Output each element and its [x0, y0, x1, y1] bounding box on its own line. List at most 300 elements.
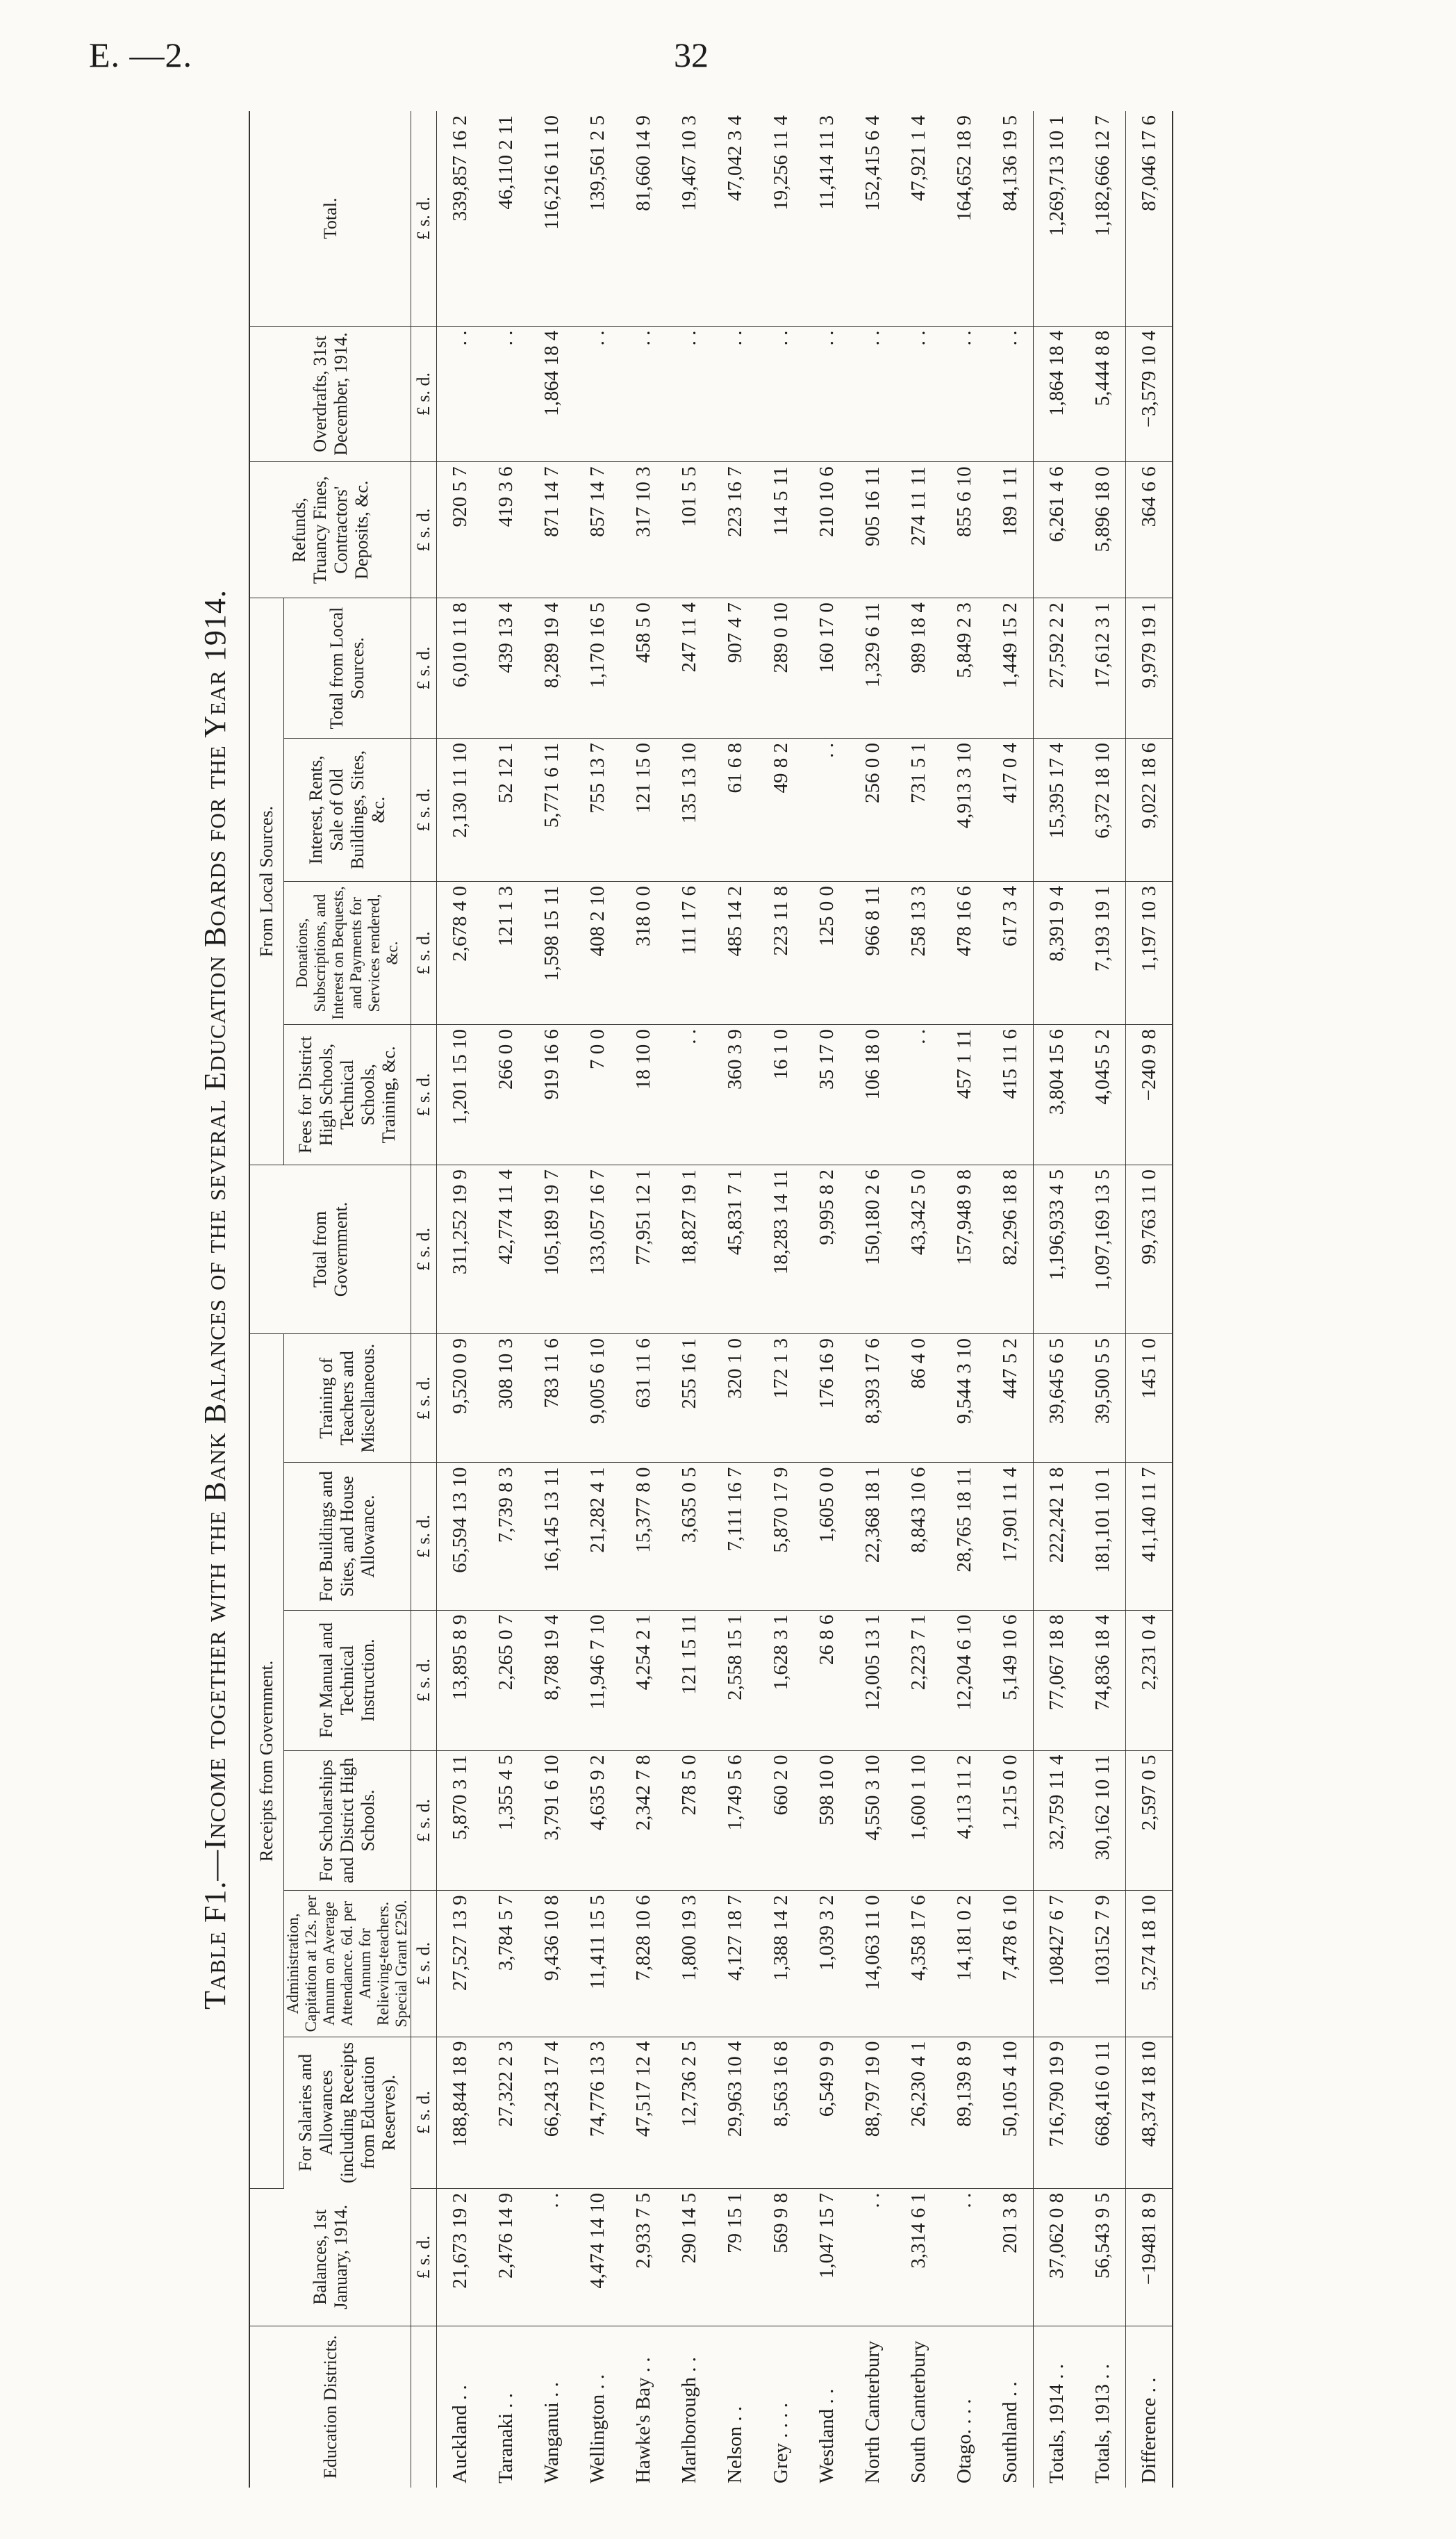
table-cell: 408 2 10	[574, 882, 620, 1025]
table-cell: 755 13 7	[574, 739, 620, 882]
table-cell: 11,414 11 3	[804, 111, 850, 326]
table-cell: 56,543 9 5	[1079, 2188, 1126, 2326]
table-cell: 9,520 0 9	[437, 1334, 483, 1463]
table-cell: 86 4 0	[895, 1334, 941, 1463]
table-cell: 29,963 10 4	[712, 2037, 758, 2188]
table-cell: 278 5 0	[666, 1750, 712, 1891]
table-cell: 189 1 11	[987, 462, 1034, 598]
table-cell: . .	[529, 2188, 574, 2326]
header-refunds: Refunds, Truancy Fines, Contractors' Deposits, &c.	[249, 462, 411, 598]
table-cell: 7,478 6 10	[987, 1891, 1034, 2037]
table-cell: 4,113 11 2	[941, 1750, 987, 1891]
table-cell: 15,377 8 0	[620, 1463, 666, 1610]
table-cell: 9,022 18 6	[1126, 739, 1173, 882]
table-cell: . .	[712, 326, 758, 462]
table-cell: 27,527 13 9	[437, 1891, 483, 2037]
table-cell: 21,673 19 2	[437, 2188, 483, 2326]
table-cell: 1,182,666 12 7	[1079, 111, 1126, 326]
unit-label: £ s. d.	[411, 2037, 437, 2188]
table-cell: 3,784 5 7	[483, 1891, 529, 2037]
table-cell: 135 13 10	[666, 739, 712, 882]
table-cell: 289 0 10	[758, 598, 804, 739]
table-cell: 905 16 11	[850, 462, 895, 598]
table-cell: 103152 7 9	[1079, 1891, 1126, 2037]
table-cell: 447 5 2	[987, 1334, 1034, 1463]
table-cell: 6,372 18 10	[1079, 739, 1126, 882]
table-cell: 247 11 4	[666, 598, 712, 739]
table-cell: 2,223 7 1	[895, 1610, 941, 1750]
table-cell: 1,196,933 4 5	[1034, 1165, 1080, 1333]
table-title: Table F1.—Income together with the Bank Balances of the several Education Boards for the Year 1914.	[198, 589, 232, 2010]
table-cell: 4,550 3 10	[850, 1750, 895, 1891]
header-buildings: For Buildings and Sites, and House Allowance.	[284, 1463, 411, 1610]
table-cell: 6,549 9 9	[804, 2037, 850, 2188]
table-cell: 8,391 9 4	[1034, 882, 1080, 1025]
table-cell: 1,170 16 5	[574, 598, 620, 739]
table-cell: 19,256 11 4	[758, 111, 804, 326]
table-cell: . .	[437, 326, 483, 462]
table-cell: 966 8 11	[850, 882, 895, 1025]
district-name: Nelson . .	[723, 2406, 746, 2483]
table-cell: . .	[850, 326, 895, 462]
table-row	[712, 111, 758, 2488]
table-cell: 2,231 0 4	[1126, 1610, 1173, 1750]
table-cell: 2,933 7 5	[620, 2188, 666, 2326]
district-name: Taranaki . .	[494, 2392, 517, 2483]
table-cell: 5,870 3 11	[437, 1750, 483, 1891]
table-cell: 101 5 5	[666, 462, 712, 598]
table-cell: 172 1 3	[758, 1334, 804, 1463]
district-name: Auckland . .	[448, 2385, 471, 2483]
district-name: South Canterbury	[907, 2340, 929, 2483]
table-cell: 360 3 9	[712, 1025, 758, 1165]
table-cell: 114 5 11	[758, 462, 804, 598]
table-cell: 855 6 10	[941, 462, 987, 598]
table-cell: 46,110 2 11	[483, 111, 529, 326]
table-cell: 37,062 0 8	[1034, 2188, 1080, 2326]
header-salaries: For Salaries and Allowances (including Receipts from Education Reserves).	[284, 2037, 411, 2188]
table-cell: 12,736 2 5	[666, 2037, 712, 2188]
table-cell: 26 8 6	[804, 1610, 850, 1750]
table-cell: 164,652 18 9	[941, 111, 987, 326]
table-cell: 223 11 8	[758, 882, 804, 1025]
table-cell: 47,042 3 4	[712, 111, 758, 326]
table-cell: 3,791 6 10	[529, 1750, 574, 1891]
district-name: Marlborough . .	[677, 2356, 700, 2483]
district-name: Otago. . . .	[952, 2399, 975, 2483]
table-cell: 106 18 0	[850, 1025, 895, 1165]
table-cell: 81,660 14 9	[620, 111, 666, 326]
table-cell: 919 16 6	[529, 1025, 574, 1165]
header-donations: Donations, Subscriptions, and Interest on Bequests, and Payments for Services rendered, &c.	[284, 882, 411, 1025]
table-cell: 157,948 9 8	[941, 1165, 987, 1333]
table-cell: 82,296 18 8	[987, 1165, 1034, 1333]
table-cell: . .	[483, 326, 529, 462]
table-cell: 1,628 3 1	[758, 1610, 804, 1750]
unit-blank	[411, 2326, 437, 2488]
table-cell: 74,836 18 4	[1079, 1610, 1126, 1750]
table-cell: 6,261 4 6	[1034, 462, 1080, 598]
table-cell: 318 0 0	[620, 882, 666, 1025]
table-cell: 317 10 3	[620, 462, 666, 598]
table-cell: 4,045 5 2	[1079, 1025, 1126, 1165]
group-local-sources: From Local Sources.	[249, 598, 284, 1165]
table-cell: 87,046 17 6	[1126, 111, 1173, 326]
table-cell: 61 6 8	[712, 739, 758, 882]
page-number: 32	[674, 35, 709, 74]
unit-label: £ s. d.	[411, 1463, 437, 1610]
table-cell: 256 0 0	[850, 739, 895, 882]
table-cell: 47,517 12 4	[620, 2037, 666, 2188]
table-cell: 598 10 0	[804, 1750, 850, 1891]
table-cell: 18,827 19 1	[666, 1165, 712, 1333]
table-cell: 1,600 1 10	[895, 1750, 941, 1891]
unit-label: £ s. d.	[411, 111, 437, 326]
table-cell: 311,252 19 9	[437, 1165, 483, 1333]
table-row	[895, 111, 941, 2488]
table-cell: 11,411 15 5	[574, 1891, 620, 2037]
table-cell: 617 3 4	[987, 882, 1034, 1025]
table-row	[483, 111, 529, 2488]
table-cell: 5,870 17 9	[758, 1463, 804, 1610]
table-cell: 1,039 3 2	[804, 1891, 850, 2037]
district-name: Grey . . . .	[769, 2403, 792, 2483]
table-cell: 27,322 2 3	[483, 2037, 529, 2188]
unit-label: £ s. d.	[411, 882, 437, 1025]
table-cell: 21,282 4 1	[574, 1463, 620, 1610]
unit-label: £ s. d.	[411, 739, 437, 882]
table-cell: −3,579 10 4	[1126, 326, 1173, 462]
table-cell: 16 1 0	[758, 1025, 804, 1165]
table-cell: 716,790 19 9	[1034, 2037, 1080, 2188]
district-name: Wellington . .	[586, 2374, 609, 2483]
table-cell: 111 17 6	[666, 882, 712, 1025]
table-cell: 485 14 2	[712, 882, 758, 1025]
rotated-table-area	[188, 111, 1456, 2488]
table-cell: 26,230 4 1	[895, 2037, 941, 2188]
table-cell: 5,849 2 3	[941, 598, 987, 739]
table-cell: 89,139 8 9	[941, 2037, 987, 2188]
table-cell: 16,145 13 11	[529, 1463, 574, 1610]
table-cell: 150,180 2 6	[850, 1165, 895, 1333]
table-cell: . .	[850, 2188, 895, 2326]
header-administration: Administration, Capitation at 12s. per Annum on Average Attendance. 6d. per Annum for Relieving-teachers. Special Grant £250.	[284, 1891, 411, 2037]
table-cell: 1,047 15 7	[804, 2188, 850, 2326]
table-cell: 28,765 18 11	[941, 1463, 987, 1610]
district-name: Totals, 1914 . .	[1034, 2326, 1080, 2488]
table-cell: 3,635 0 5	[666, 1463, 712, 1610]
table-cell: 989 18 4	[895, 598, 941, 739]
table-cell: . .	[574, 326, 620, 462]
table-cell: 5,444 8 8	[1079, 326, 1126, 462]
table-cell: 660 2 0	[758, 1750, 804, 1891]
table-cell: . .	[666, 326, 712, 462]
table-cell: 668,416 0 11	[1079, 2037, 1126, 2188]
table-cell: 4,913 3 10	[941, 739, 987, 882]
table-cell: 47,921 1 4	[895, 111, 941, 326]
unit-label: £ s. d.	[411, 462, 437, 598]
table-cell: −19481 8 9	[1126, 2188, 1173, 2326]
table-cell: 19,467 10 3	[666, 111, 712, 326]
table-row	[758, 111, 804, 2488]
table-cell: 17,901 11 4	[987, 1463, 1034, 1610]
table-cell: 105,189 19 7	[529, 1165, 574, 1333]
table-cell: 731 5 1	[895, 739, 941, 882]
table-cell: 77,951 12 1	[620, 1165, 666, 1333]
page-reference: E. —2.	[89, 35, 193, 74]
table-cell: 320 1 0	[712, 1334, 758, 1463]
table-cell: . .	[895, 326, 941, 462]
table-cell: 39,500 5 5	[1079, 1334, 1126, 1463]
header-overdrafts: Overdrafts, 31st December, 1914.	[249, 326, 411, 462]
table-cell: 266 0 0	[483, 1025, 529, 1165]
table-cell: 18 10 0	[620, 1025, 666, 1165]
table-cell: 2,130 11 10	[437, 739, 483, 882]
table-row	[941, 111, 987, 2488]
unit-label: £ s. d.	[411, 1750, 437, 1891]
table-cell: 121 1 3	[483, 882, 529, 1025]
header-total-local: Total from Local Sources.	[284, 598, 411, 739]
district-name: Totals, 1913 . .	[1091, 2364, 1114, 2483]
table-cell: 65,594 13 10	[437, 1463, 483, 1610]
table-cell: 8,788 19 4	[529, 1610, 574, 1750]
table-cell: 569 9 8	[758, 2188, 804, 2326]
table-cell: 5,896 18 0	[1079, 462, 1126, 598]
table-cell: 5,149 10 6	[987, 1610, 1034, 1750]
header-districts: Education Districts.	[249, 2326, 411, 2488]
table-cell: 43,342 5 0	[895, 1165, 941, 1333]
table-cell: 5,274 18 10	[1126, 1891, 1173, 2037]
table-cell: 30,162 10 11	[1079, 1750, 1126, 1891]
table-cell: 290 14 5	[666, 2188, 712, 2326]
district-name: Hawke's Bay . .	[631, 2357, 654, 2483]
table-cell: 99,763 11 0	[1126, 1165, 1173, 1333]
table-cell: 4,474 14 10	[574, 2188, 620, 2326]
table-cell: 7,828 10 6	[620, 1891, 666, 2037]
header-interest-rents: Interest, Rents, Sale of Old Buildings, Sites, &c.	[284, 739, 411, 882]
table-row	[987, 111, 1034, 2488]
table-row	[1034, 111, 1080, 2488]
table-cell: 2,558 15 1	[712, 1610, 758, 1750]
unit-label: £ s. d.	[411, 1025, 437, 1165]
table-cell: 364 6 6	[1126, 462, 1173, 598]
table-cell: 415 11 6	[987, 1025, 1034, 1165]
table-cell: 9,544 3 10	[941, 1334, 987, 1463]
table-cell: 12,204 6 10	[941, 1610, 987, 1750]
table-cell: 133,057 16 7	[574, 1165, 620, 1333]
table-cell: 139,561 2 5	[574, 111, 620, 326]
table-cell: 1,749 5 6	[712, 1750, 758, 1891]
table-cell: 9,005 6 10	[574, 1334, 620, 1463]
table-cell: 339,857 16 2	[437, 111, 483, 326]
table-cell: 18,283 14 11	[758, 1165, 804, 1333]
table-cell: 920 5 7	[437, 462, 483, 598]
table-cell: 1,201 15 10	[437, 1025, 483, 1165]
table-cell: 7 0 0	[574, 1025, 620, 1165]
table-cell: 210 10 6	[804, 462, 850, 598]
table-cell: 419 3 6	[483, 462, 529, 598]
table-cell: 108427 6 7	[1034, 1891, 1080, 2037]
table-row	[529, 111, 574, 2488]
header-training: Training of Teachers and Miscellaneous.	[284, 1334, 411, 1463]
header-total: Total.	[249, 111, 411, 326]
table-cell: 457 1 11	[941, 1025, 987, 1165]
group-receipts-government: Receipts from Government.	[249, 1334, 284, 2189]
unit-label: £ s. d.	[411, 1891, 437, 2037]
table-cell: . .	[666, 1025, 712, 1165]
table-cell: 439 13 4	[483, 598, 529, 739]
table-cell: 45,831 7 1	[712, 1165, 758, 1333]
table-cell: 1,388 14 2	[758, 1891, 804, 2037]
table-row	[1079, 111, 1126, 2488]
table-cell: 417 0 4	[987, 739, 1034, 882]
table-cell: 5,771 6 11	[529, 739, 574, 882]
table-cell: 258 13 3	[895, 882, 941, 1025]
table-row	[437, 111, 483, 2488]
table-cell: 79 15 1	[712, 2188, 758, 2326]
table-cell: 14,063 11 0	[850, 1891, 895, 2037]
table-cell: 3,314 6 1	[895, 2188, 941, 2326]
table-cell: −240 9 8	[1126, 1025, 1173, 1165]
header-fees: Fees for District High Schools, Technical Schools, Training, &c.	[284, 1025, 411, 1165]
table-cell: 274 11 11	[895, 462, 941, 598]
table-cell: 1,197 10 3	[1126, 882, 1173, 1025]
district-name: Southland . .	[998, 2381, 1021, 2483]
table-cell: 74,776 13 3	[574, 2037, 620, 2188]
table-cell: 308 10 3	[483, 1334, 529, 1463]
unit-label: £ s. d.	[411, 1610, 437, 1750]
table-row	[804, 111, 850, 2488]
table-cell: 6,010 11 8	[437, 598, 483, 739]
header-manual-technical: For Manual and Technical Instruction.	[284, 1610, 411, 1750]
table-cell: 39,645 6 5	[1034, 1334, 1080, 1463]
table-cell: 1,329 6 11	[850, 598, 895, 739]
table-body	[437, 111, 1173, 2488]
table-cell: 458 5 0	[620, 598, 666, 739]
table-cell: 857 14 7	[574, 462, 620, 598]
table-cell: . .	[804, 326, 850, 462]
table-row	[850, 111, 895, 2488]
table-cell: 1,605 0 0	[804, 1463, 850, 1610]
table-cell: 478 16 6	[941, 882, 987, 1025]
table-cell: 1,800 19 3	[666, 1891, 712, 2037]
unit-label: £ s. d.	[411, 326, 437, 462]
table-cell: 1,864 18 4	[529, 326, 574, 462]
table-cell: . .	[758, 326, 804, 462]
table-cell: 9,979 19 1	[1126, 598, 1173, 739]
unit-label: £ s. d.	[411, 598, 437, 739]
table-cell: 223 16 7	[712, 462, 758, 598]
table-cell: 27,592 2 2	[1034, 598, 1080, 739]
table-cell: 35 17 0	[804, 1025, 850, 1165]
table-cell: 125 0 0	[804, 882, 850, 1025]
table-cell: 121 15 11	[666, 1610, 712, 1750]
header-scholarships: For Scholarships and District High Schools.	[284, 1750, 411, 1891]
table-cell: 13,895 8 9	[437, 1610, 483, 1750]
table-cell: 9,995 8 2	[804, 1165, 850, 1333]
table-cell: 2,476 14 9	[483, 2188, 529, 2326]
table-cell: 201 3 8	[987, 2188, 1034, 2326]
table-cell: 2,342 7 8	[620, 1750, 666, 1891]
table-cell: 1,598 15 11	[529, 882, 574, 1025]
table-cell: 52 12 1	[483, 739, 529, 882]
table-cell: . .	[895, 1025, 941, 1165]
table-cell: 42,774 11 4	[483, 1165, 529, 1333]
table-cell: . .	[804, 739, 850, 882]
table-cell: 9,436 10 8	[529, 1891, 574, 2037]
table-cell: 11,946 7 10	[574, 1610, 620, 1750]
table-cell: 77,067 18 8	[1034, 1610, 1080, 1750]
table-cell: 871 14 7	[529, 462, 574, 598]
table-cell: . .	[620, 326, 666, 462]
table-cell: 88,797 19 0	[850, 2037, 895, 2188]
table-cell: 188,844 18 9	[437, 2037, 483, 2188]
table-cell: 2,678 4 0	[437, 882, 483, 1025]
table-cell: 8,289 19 4	[529, 598, 574, 739]
table-cell: 4,127 18 7	[712, 1891, 758, 2037]
table-cell: 4,635 9 2	[574, 1750, 620, 1891]
table-cell: . .	[987, 326, 1034, 462]
unit-label: £ s. d.	[411, 2188, 437, 2326]
table-cell: 84,136 19 5	[987, 111, 1034, 326]
table-cell: 12,005 13 1	[850, 1610, 895, 1750]
table-cell: 1,355 4 5	[483, 1750, 529, 1891]
table-cell: 121 15 0	[620, 739, 666, 882]
income-table	[249, 111, 1173, 2488]
table-cell: 160 17 0	[804, 598, 850, 739]
table-cell: 152,415 6 4	[850, 111, 895, 326]
table-cell: 176 16 9	[804, 1334, 850, 1463]
table-cell: 15,395 17 4	[1034, 739, 1080, 882]
table-cell: 7,111 16 7	[712, 1463, 758, 1610]
table-row	[620, 111, 666, 2488]
table-cell: 1,449 15 2	[987, 598, 1034, 739]
header-total-government: Total from Government.	[249, 1165, 411, 1333]
table-cell: 48,374 18 10	[1126, 2037, 1173, 2188]
table-cell: 145 1 0	[1126, 1334, 1173, 1463]
district-name: Difference . .	[1126, 2326, 1173, 2488]
unit-label: £ s. d.	[411, 1165, 437, 1333]
unit-label: £ s. d.	[411, 1334, 437, 1463]
table-cell: 22,368 18 1	[850, 1463, 895, 1610]
table-cell: 1,864 18 4	[1034, 326, 1080, 462]
table-cell: 181,101 10 1	[1079, 1463, 1126, 1610]
table-cell: 7,193 19 1	[1079, 882, 1126, 1025]
table-cell: 116,216 11 10	[529, 111, 574, 326]
table-cell: . .	[941, 2188, 987, 2326]
district-name: Westland . .	[815, 2388, 838, 2483]
table-cell: 66,243 17 4	[529, 2037, 574, 2188]
table-cell: 17,612 3 1	[1079, 598, 1126, 739]
table-cell: 32,759 11 4	[1034, 1750, 1080, 1891]
table-cell: 8,843 10 6	[895, 1463, 941, 1610]
table-cell: 222,242 1 8	[1034, 1463, 1080, 1610]
table-cell: 2,597 0 5	[1126, 1750, 1173, 1891]
table-cell: 8,393 17 6	[850, 1334, 895, 1463]
table-cell: 3,804 15 6	[1034, 1025, 1080, 1165]
table-cell: 49 8 2	[758, 739, 804, 882]
table-cell: 255 16 1	[666, 1334, 712, 1463]
table-cell: 14,181 0 2	[941, 1891, 987, 2037]
table-row	[574, 111, 620, 2488]
table-cell: 1,269,713 10 1	[1034, 111, 1080, 326]
table-cell: 4,254 2 1	[620, 1610, 666, 1750]
table-cell: 7,739 8 3	[483, 1463, 529, 1610]
table-cell: 631 11 6	[620, 1334, 666, 1463]
table-cell: 1,215 0 0	[987, 1750, 1034, 1891]
district-name: North Canterbury	[861, 2340, 884, 2483]
table-cell: 2,265 0 7	[483, 1610, 529, 1750]
